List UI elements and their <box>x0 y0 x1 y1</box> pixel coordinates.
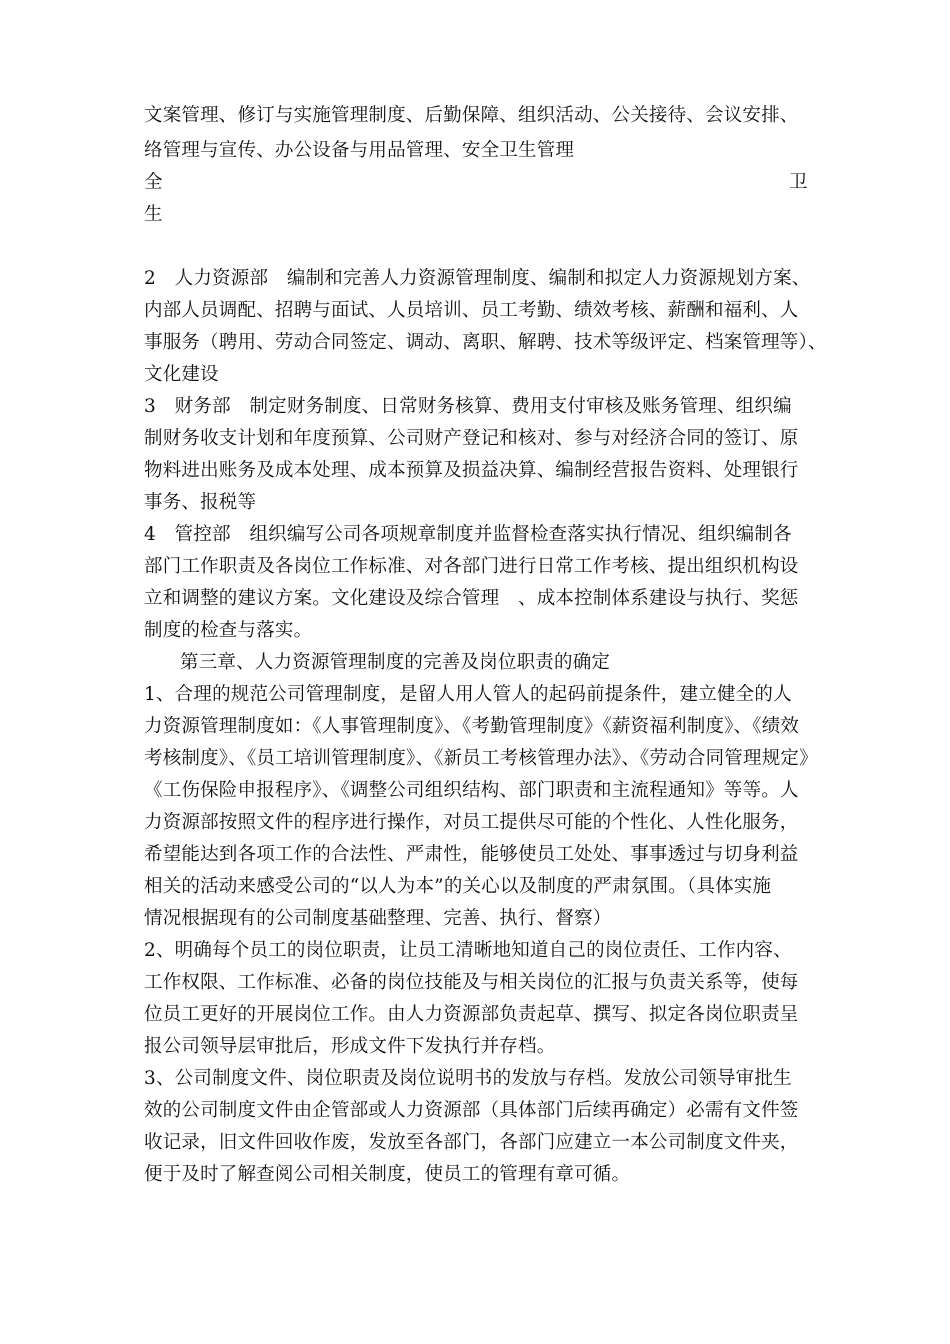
text-line: 2、明确每个员工的岗位职责，让员工清晰地知道自己的岗位责任、工作内容、 <box>144 940 792 961</box>
text-line: 情况根据现有的公司制度基础整理、完善、执行、督察） <box>144 908 612 929</box>
text-line: 报公司领导层审批后，形成文件下发执行并存档。 <box>144 1036 556 1057</box>
text-line: 部门工作职责及各岗位工作标准、对各部门进行日常工作考核、提出组织机构设 <box>144 556 799 577</box>
text-line: 1、合理的规范公司管理制度，是留人用人管人的起码前提条件，建立健全的人 <box>144 684 792 705</box>
text-line: 3、公司制度文件、岗位职责及岗位说明书的发放与存档。发放公司领导审批生 <box>144 1068 792 1089</box>
text-line: 立和调整的建议方案。文化建设及综合管理 、成本控制体系建设与执行、奖惩 <box>144 588 799 609</box>
text-line: 2 人力资源部 编制和完善人力资源管理制度、编制和拟定人力资源规划方案、 <box>144 268 811 289</box>
text-line: 事服务（聘用、劳动合同签定、调动、离职、解聘、技术等级评定、档案管理等）、 <box>144 332 827 353</box>
text-line: 事务、报税等 <box>144 492 257 513</box>
text-line: 效的公司制度文件由企管部或人力资源部（具体部门后续再确定）必需有文件签 <box>144 1100 799 1121</box>
text-line: 收记录，旧文件回收作废，发放至各部门，各部门应建立一本公司制度文件夹， <box>144 1132 799 1153</box>
text-line: 希望能达到各项工作的合法性、严肃性，能够使员工处处、事事透过与切身利益 <box>144 844 799 865</box>
text-line: 3 财务部 制定财务制度、日常财务核算、费用支付审核及账务管理、组织编 <box>144 396 792 417</box>
text-line: 工作权限、工作标准、必备的岗位技能及与相关岗位的汇报与负责关系等，使每 <box>144 972 799 993</box>
text-line-right: 卫 <box>789 172 808 193</box>
text-line: 考核制度》、《员工培训管理制度》、《新员工考核管理办法》、《劳动合同管理规定》 <box>144 748 818 769</box>
text-line: 力资源部按照文件的程序进行操作，对员工提供尽可能的个性化、人性化服务， <box>144 812 799 833</box>
text-line: 全 <box>144 172 163 193</box>
text-line: 位员工更好的开展岗位工作。由人力资源部负责起草、撰写、拟定各岗位职责呈 <box>144 1004 799 1025</box>
text-line: 络管理与宣传、办公设备与用品管理、安全卫生管理 <box>144 140 575 161</box>
text-line: 便于及时了解查阅公司相关制度，使员工的管理有章可循。 <box>144 1164 631 1185</box>
text-line: 文案管理、修订与实施管理制度、后勤保障、组织活动、公关接待、会议安排、 <box>144 105 799 126</box>
text-line: 力资源管理制度如：《人事管理制度》、《考勤管理制度》《薪资福利制度》、《绩效 <box>144 716 800 737</box>
text-line: 相关的活动来感受公司的“以人为本”的关心以及制度的严肃氛围。（具体实施 <box>144 876 772 897</box>
chapter-heading: 第三章、人力资源管理制度的完善及岗位职责的确定 <box>180 652 611 673</box>
text-line: 4 管控部 组织编写公司各项规章制度并监督检查落实执行情况、组织编制各 <box>144 524 792 545</box>
text-line: 《工伤保险申报程序》、《调整公司组织结构、部门职责和主流程通知》等等。人 <box>144 780 799 801</box>
text-line: 物料进出账务及成本处理、成本预算及损益决算、编制经营报告资料、处理银行 <box>144 460 799 481</box>
text-line: 制财务收支计划和年度预算、公司财产登记和核对、参与对经济合同的签订、原 <box>144 428 799 449</box>
text-line: 文化建设 <box>144 364 219 385</box>
text-line: 生 <box>144 204 163 225</box>
text-line: 内部人员调配、招聘与面试、人员培训、员工考勤、绩效考核、薪酬和福利、人 <box>144 300 799 321</box>
text-line: 制度的检查与落实。 <box>144 620 313 641</box>
